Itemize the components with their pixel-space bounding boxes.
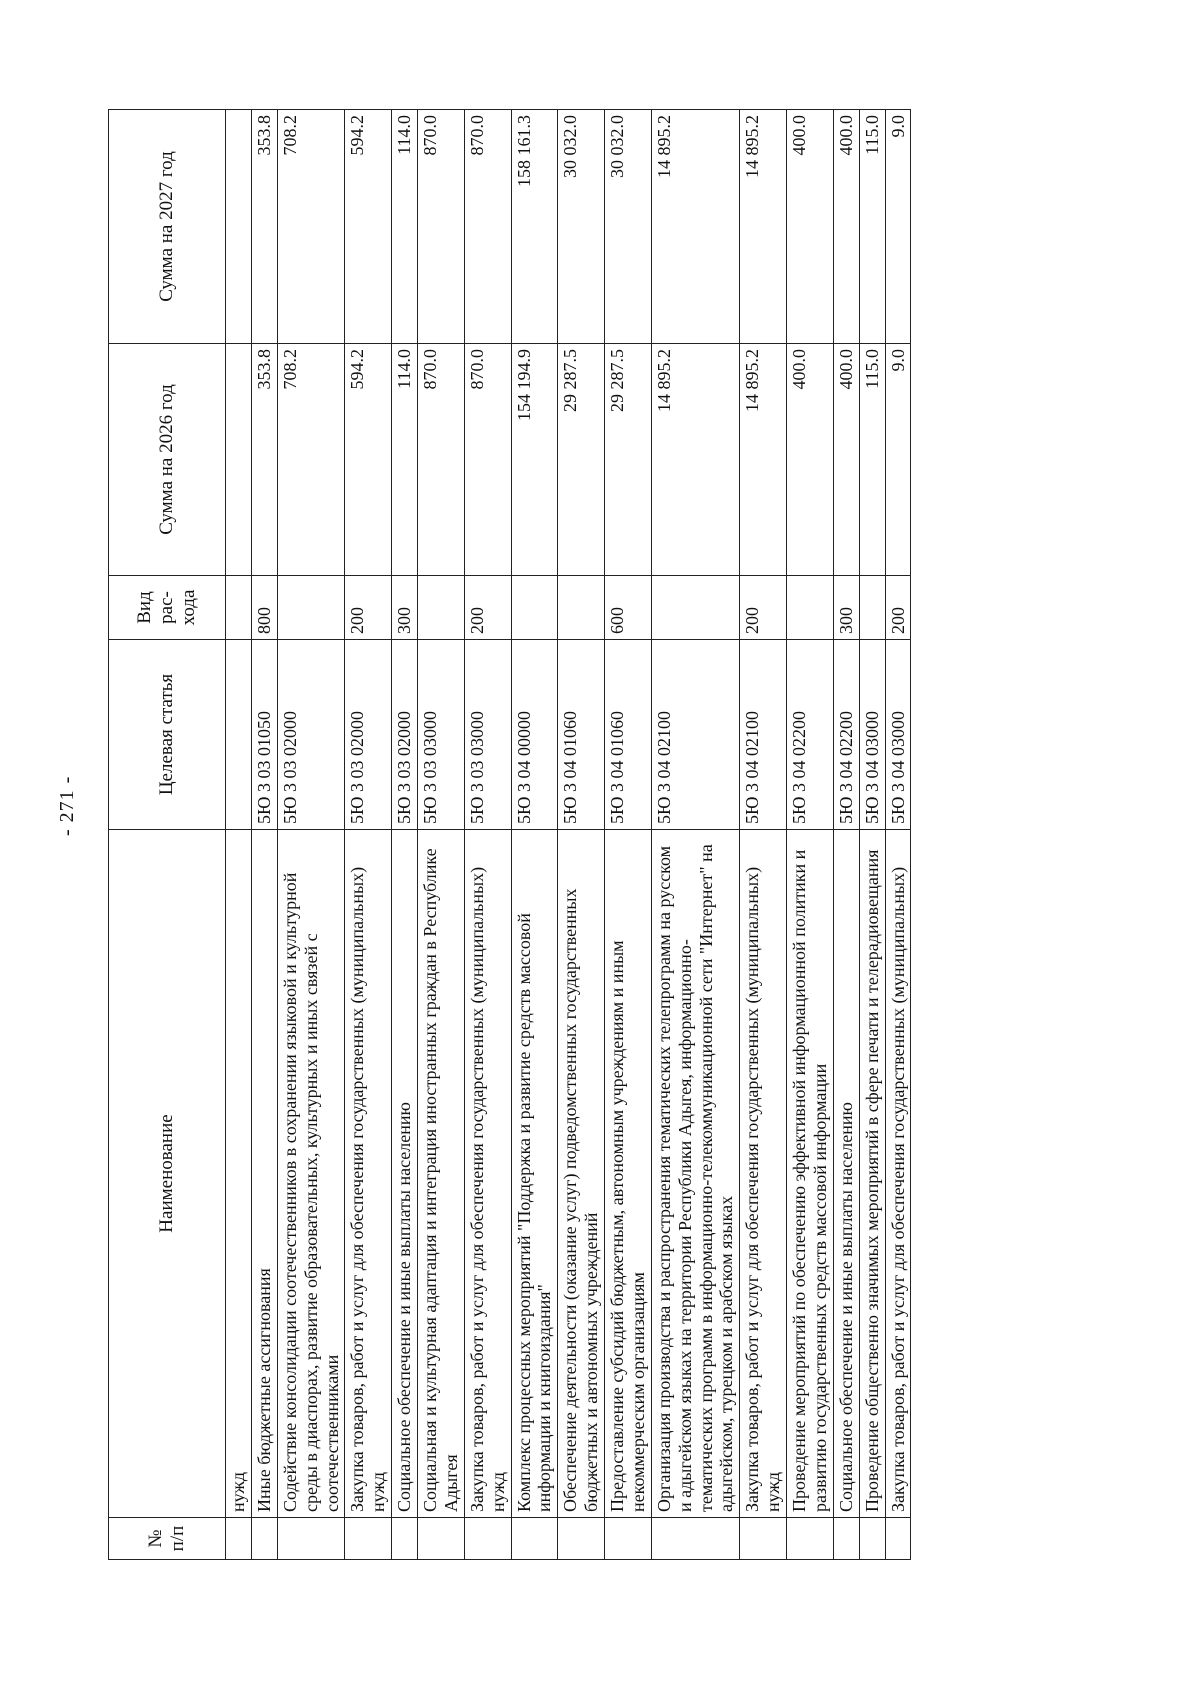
- row-name: Иные бюджетные ассигнования: [251, 830, 277, 1518]
- row-kind: [418, 576, 465, 640]
- row-sum-2026: 594.2: [345, 344, 392, 576]
- row-code: 5Ю 3 04 03000: [885, 640, 911, 830]
- table-row: [885, 110, 911, 1560]
- row-sum-2027: 870.0: [418, 110, 465, 344]
- row-kind: [277, 576, 345, 640]
- row-name: Проведение мероприятий по обеспечению эффективной информационной политики и развитию государственных средств массовой информации: [787, 830, 834, 1518]
- row-name: Организация производства и распространения тематических телепрограмм на русском и адыгейском языках на территории Республики Адыгея, информационно-тематических программ в информационно-телекоммуникационной сети "Интернет" на адыгейском, турецком и арабском языках: [651, 830, 740, 1518]
- row-code: 5Ю 3 03 02000: [277, 640, 345, 830]
- row-num: [740, 1518, 787, 1560]
- table-row: [277, 110, 345, 1560]
- row-kind: [511, 576, 558, 640]
- row-code: 5Ю 3 03 03000: [464, 640, 511, 830]
- table-row: [392, 110, 418, 1560]
- table-row: [511, 110, 558, 1560]
- row-num: [885, 1518, 911, 1560]
- row-name: Социальное обеспечение и иные выплаты населению: [833, 830, 859, 1518]
- table-row: [226, 110, 252, 1560]
- row-code: 5Ю 3 04 02100: [740, 640, 787, 830]
- table-row: [418, 110, 465, 1560]
- row-code: [226, 640, 252, 830]
- row-sum-2026: 154 194.9: [511, 344, 558, 576]
- row-sum-2027: 353.8: [251, 110, 277, 344]
- row-sum-2027: 594.2: [345, 110, 392, 344]
- row-num: [859, 1518, 885, 1560]
- row-sum-2026: 870.0: [418, 344, 465, 576]
- row-kind: [651, 576, 740, 640]
- row-num: [418, 1518, 465, 1560]
- row-name: Содействие консолидации соотечественников в сохранении языковой и культурной среды в диаспорах, развитие образовательных, культурных и иных связей с соотечественниками: [277, 830, 345, 1518]
- row-sum-2026: 115.0: [859, 344, 885, 576]
- row-sum-2027: 30 032.0: [605, 110, 652, 344]
- row-kind: 600: [605, 576, 652, 640]
- row-name: Социальное обеспечение и иные выплаты населению: [392, 830, 418, 1518]
- row-name: Закупка товаров, работ и услуг для обеспечения государственных (муниципальных) нужд: [740, 830, 787, 1518]
- row-name: Комплекс процессных мероприятий "Поддержка и развитие средств массовой информации и книгоиздания": [511, 830, 558, 1518]
- table-row: [787, 110, 834, 1560]
- row-code: 5Ю 3 03 01050: [251, 640, 277, 830]
- row-name: нужд: [226, 830, 252, 1518]
- table-row: [833, 110, 859, 1560]
- budget-table: [108, 109, 911, 1560]
- row-kind: 200: [885, 576, 911, 640]
- row-num: [605, 1518, 652, 1560]
- row-sum-2026: 114.0: [392, 344, 418, 576]
- row-kind: 800: [251, 576, 277, 640]
- row-sum-2027: 400.0: [833, 110, 859, 344]
- header-name: Наименование: [109, 830, 226, 1518]
- row-code: 5Ю 3 03 02000: [345, 640, 392, 830]
- row-sum-2026: 29 287.5: [558, 344, 605, 576]
- row-num: [511, 1518, 558, 1560]
- table-row: [605, 110, 652, 1560]
- row-sum-2026: 400.0: [787, 344, 834, 576]
- row-kind: 200: [740, 576, 787, 640]
- row-sum-2027: 158 161.3: [511, 110, 558, 344]
- row-kind: [787, 576, 834, 640]
- row-name: Социальная и культурная адаптация и интеграция иностранных граждан в Республике Адыгея: [418, 830, 465, 1518]
- row-sum-2026: 708.2: [277, 344, 345, 576]
- row-sum-2026: 400.0: [833, 344, 859, 576]
- page-number: - 271 -: [56, 775, 78, 836]
- row-sum-2027: 870.0: [464, 110, 511, 344]
- header-num: № п/п: [109, 1518, 226, 1560]
- table-row: [251, 110, 277, 1560]
- row-name: Проведение общественно значимых мероприятий в сфере печати и телерадиовещания: [859, 830, 885, 1518]
- table-row: [558, 110, 605, 1560]
- row-sum-2026: 14 895.2: [651, 344, 740, 576]
- row-code: 5Ю 3 04 01060: [605, 640, 652, 830]
- row-sum-2027: 14 895.2: [651, 110, 740, 344]
- row-name: Предоставление субсидий бюджетным, автономным учреждениям и иным некоммерческим организациям: [605, 830, 652, 1518]
- row-kind: [558, 576, 605, 640]
- row-sum-2027: 115.0: [859, 110, 885, 344]
- row-sum-2026: 9.0: [885, 344, 911, 576]
- row-num: [464, 1518, 511, 1560]
- table-row: [859, 110, 885, 1560]
- row-sum-2027: 400.0: [787, 110, 834, 344]
- row-num: [392, 1518, 418, 1560]
- table-row: [345, 110, 392, 1560]
- table-row: [464, 110, 511, 1560]
- row-sum-2027: 114.0: [392, 110, 418, 344]
- row-sum-2027: 708.2: [277, 110, 345, 344]
- row-kind: 200: [345, 576, 392, 640]
- row-sum-2027: 9.0: [885, 110, 911, 344]
- header-sum-2027: Сумма на 2027 год: [109, 110, 226, 344]
- header-code: Целевая статья: [109, 640, 226, 830]
- row-sum-2027: 30 032.0: [558, 110, 605, 344]
- row-sum-2026: 353.8: [251, 344, 277, 576]
- row-kind: 300: [833, 576, 859, 640]
- row-num: [558, 1518, 605, 1560]
- row-sum-2027: [226, 110, 252, 344]
- row-name: Обеспечение деятельности (оказание услуг) подведомственных государственных бюджетных и автономных учреждений: [558, 830, 605, 1518]
- row-code: 5Ю 3 03 02000: [392, 640, 418, 830]
- row-code: 5Ю 3 04 00000: [511, 640, 558, 830]
- row-code: 5Ю 3 04 02200: [787, 640, 834, 830]
- row-name: Закупка товаров, работ и услуг для обеспечения государственных (муниципальных): [885, 830, 911, 1518]
- row-code: 5Ю 3 04 02100: [651, 640, 740, 830]
- row-kind: 300: [392, 576, 418, 640]
- header-sum-2026: Сумма на 2026 год: [109, 344, 226, 576]
- row-num: [226, 1518, 252, 1560]
- row-kind: [226, 576, 252, 640]
- table-row: [740, 110, 787, 1560]
- row-name: Закупка товаров, работ и услуг для обеспечения государственных (муниципальных) нужд: [345, 830, 392, 1518]
- budget-table-sheet: [108, 110, 1068, 1560]
- row-name: Закупка товаров, работ и услуг для обеспечения государственных (муниципальных) нужд: [464, 830, 511, 1518]
- row-num: [787, 1518, 834, 1560]
- row-code: 5Ю 3 04 03000: [859, 640, 885, 830]
- row-sum-2026: 870.0: [464, 344, 511, 576]
- row-code: 5Ю 3 03 03000: [418, 640, 465, 830]
- row-num: [277, 1518, 345, 1560]
- row-sum-2026: 29 287.5: [605, 344, 652, 576]
- row-kind: [859, 576, 885, 640]
- row-num: [251, 1518, 277, 1560]
- row-code: 5Ю 3 04 02200: [833, 640, 859, 830]
- row-num: [345, 1518, 392, 1560]
- header-kind: Вид рас-хода: [109, 576, 226, 640]
- row-num: [651, 1518, 740, 1560]
- table-header-row: [109, 110, 226, 1560]
- row-sum-2026: 14 895.2: [740, 344, 787, 576]
- row-kind: 200: [464, 576, 511, 640]
- row-sum-2026: [226, 344, 252, 576]
- table-row: [651, 110, 740, 1560]
- row-sum-2027: 14 895.2: [740, 110, 787, 344]
- row-num: [833, 1518, 859, 1560]
- row-code: 5Ю 3 04 01060: [558, 640, 605, 830]
